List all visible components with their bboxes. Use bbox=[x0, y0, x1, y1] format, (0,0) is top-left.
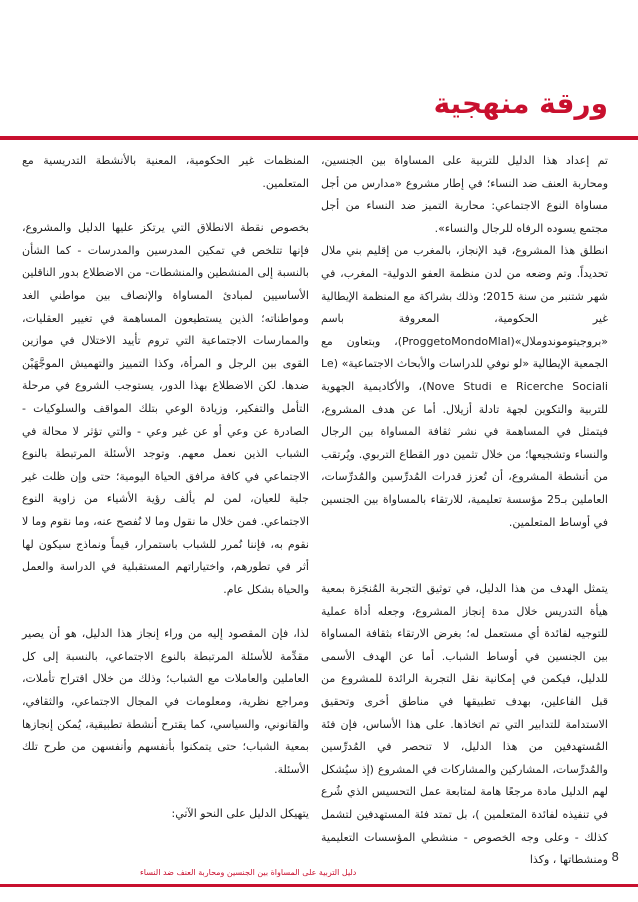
paragraph: يتهيكل الدليل على النحو الآتي: bbox=[171, 807, 309, 821]
paragraph: لذا، فإن المقصود إليه من وراء إنجاز هذا الدليل، هو أن يصير مقدِّمة للأسئلة المرتبطة بالنوع الاجتماعي، بالنسبة إلى كل العاملين والعاملات مع الشباب؛ وذلك من خلال اقتراح تأملات، ومراجع نظرية، ومعلومات في المجال الاجتماعي، والثقافي، والقانوني، والسياسي، كما يقترح أنشطة تطبيقية، يُمكن إنجازها بمعية الشباب؛ حتى يتمكنوا بأنفسهم وأنفسهن من طرح تلك الأسئلة. bbox=[22, 627, 309, 776]
paragraph-gap bbox=[22, 195, 309, 217]
paragraph-gap bbox=[22, 781, 309, 803]
title-divider bbox=[0, 136, 638, 140]
paragraph-gap bbox=[321, 534, 608, 578]
paragraph: تم إعداد هذا الدليل للتربية على المساواة بين الجنسين، ومحاربة العنف ضد النساء؛ في إطار مشروع «مدارس من أجل مساواة النوع الاجتماعي: محاربة التميز ضد النساء من أجل مجتمع يسوده الرفاه للرجال والنساء». bbox=[321, 154, 608, 235]
right-column bbox=[321, 150, 608, 867]
paragraph-gap bbox=[22, 601, 309, 623]
paragraph: يتمثل الهدف من هذا الدليل، في توثيق التجربة المُنجَزة بمعية هيأة التدريس خلال مدة إنجاز المشروع، وجعله أداة عملية للتوجيه لفائدة أي مستعمل له؛ بغرض الارتقاء بثقافة المساواة بين الجنسين في أوساط الشباب. أما عن الهدف الأسمى للدليل، فيكمن في إمكانية نقل التجربة الرائدة للمشروع من قبل الفاعلين، بهدف تطبيقها في مناطق أخرى وتحقيق الاستدامة للتدابير التي تم اتخاذها. على هذا الأساس، فإن فئة المُستهدفين من هذا الدليل، لا تنحصر في المُدرِّسين والمُدرِّسات، المشاركين والمشاركات في المشروع (إذ سيُشكل لهم الدليل مادة مرجعًا هامة لمتابعة عمل التحسيس الذي شُرع في تنفيذه لفائدة المتعلمين )، بل تمتد فئة المستهدفين لتشمل كذلك - وعلى وجه الخصوص - منشطي المؤسسات التعليمية ومنشطاتها ، وكذا bbox=[321, 582, 608, 867]
footer-divider bbox=[0, 884, 638, 887]
paragraph: بخصوص نقطة الانطلاق التي يرتكز عليها الدليل والمشروع، فإنها تتلخص في تمكين المدرسين والمدرسات - كما الشأن بالنسبة إلى المنشطين والمنشطات- من الاضطلاع بدور الناقلين الأساسيين لمبادئ المساواة والإنصاف بين مواطني الغد ومواطناته؛ الذين يستطيعون المساهمة في تغيير العقليات، والممارسات الاجتماعية التي تروم تأييد الاختلال في موازين القوى بين الرجل و المرأة، وكذا التمييز والتهميش الموجَّهَيْن ضدها. لكن الاضطلاع بهذا الدور، يستوجب الشروع في مرحلة التأمل والتفكير، وزيادة الوعي بتلك المواقف والسلوكيات - الصادرة عن وعي أو عن غير وعي - والتي تؤثر لا محالة في الشباب الذين نعمل معهم. وتوجد الأسئلة المرتبطة بالنوع الاجتماعي في كافة مرافق الحياة اليومية؛ حتى وإن ظلت غير جلية للعيان، لمن لم يألف رؤية الأشياء من زاوية النوع الاجتماعي. فمن خلال ما نقول وما لا نُفصح عنه، وما نقوم وما لا نقوم به، فإننا نُمرر للشباب باستمرار، قيماً ونماذج سيكون لها أثر في تطورهم، واختياراتهم المستقبلية في الدراسة والعمل والحياة بشكل عام. bbox=[22, 221, 309, 596]
paragraph: انطلق هذا المشروع، قيد الإنجاز، بالمغرب من إقليم بني ملال تحديداً. وتم وضعه من لدن منظمة العفو الدولية- المغرب، في شهر شتنبر من سنة 2015؛ وذلك بشراكة مع المنظمة الإيطالية غير الحكومية، المعروفة باسم «بروجيتوموندوملال»(ProggetoMondoMlal)، وبتعاون مع الجمعية الإيطالية «لو نوفي للدراسات والأبحاث الاجتماعية» (Le Nove Studi e Ricerche Sociali)، والأكاديمية الجهوية للتربية والتكوين لجهة تادلة أزيلال. أما عن هدف المشروع، فيتمثل في المساهمة في نشر ثقافة المساواة بين الرجال والنساء وتشجيعها؛ من خلال تثمين دور القطاع التربوي. ويُرتقب من أنشطة المشروع، أن تُعزز قدرات المُدرِّسين والمُدرِّسات، العاملين بـ25 مؤسسة تعليمية، للارتقاء بالمساواة بين الجنسين في أوساط المتعلمين. bbox=[321, 244, 608, 529]
page-number: 8 bbox=[611, 850, 619, 864]
paragraph: المنظمات غير الحكومية، المعنية بالأنشطة التدريسية مع المتعلمين. bbox=[22, 154, 309, 190]
page-title: ورقة منهجية bbox=[433, 87, 608, 120]
left-column bbox=[22, 150, 309, 850]
footer-title: دليل التربية على المساواة بين الجنسين ومحاربة العنف ضد النساء bbox=[140, 868, 357, 877]
